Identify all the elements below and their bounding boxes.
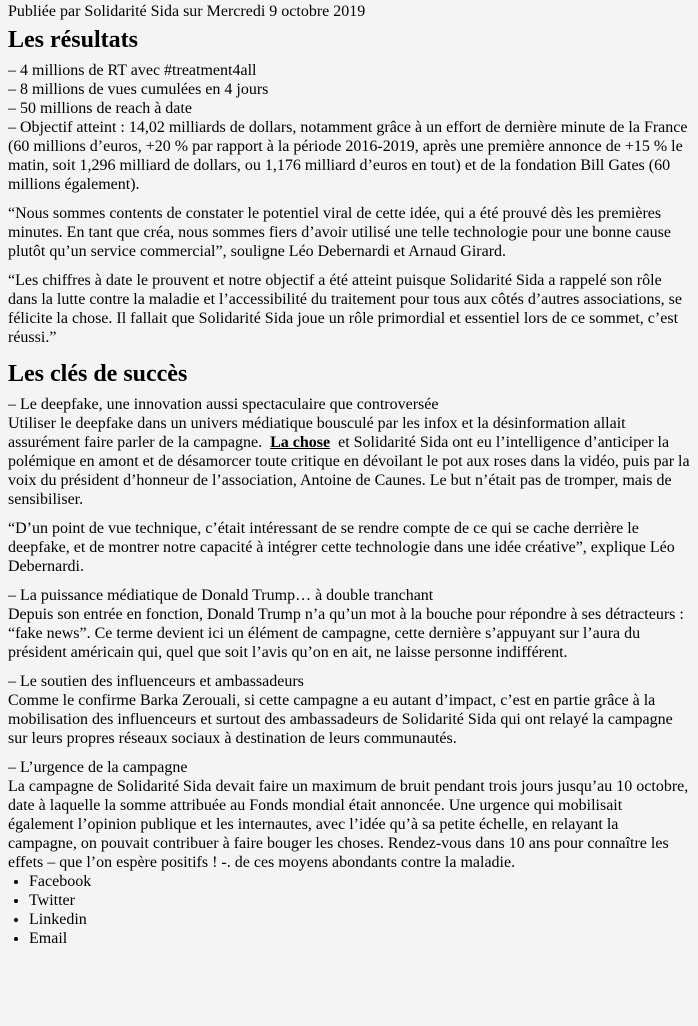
keys-heading: Les clés de succès bbox=[8, 361, 188, 387]
share-twitter[interactable]: • Twitter bbox=[29, 891, 690, 910]
results-heading: Les résultats bbox=[8, 27, 138, 53]
section-text: La campagne de Solidarité Sida devait faire un maximum de bruit pendant trois jours jusqu’au 10 octobre, date à laquelle la somme attribuée au Fonds mondial était annoncée. Une urgence qui mobilisait également l’opinion publique et les internautes, avec l’idée qu’à sa petite échelle, en relayant la campagne, on pouvait contribuer à faire bouger les choses. Rendez-vous dans 10 ans pour connaître les effets – que l’on espère positifs ! -. de ces moyens abondants contre la maladie. bbox=[8, 778, 689, 871]
section-text: Depuis son entrée en fonction, Donald Trump n’a qu’un mot à la bouche pour répondre à ses détracteurs : “fake news”. Ce terme devient ici un élément de campagne, cette dernière s’appuyant sur l’aura du président américain qui, quel que soit l’avis qu’on en ait, ne laisse personne indifférent. bbox=[8, 606, 684, 661]
la-chose-link[interactable]: La chose bbox=[270, 434, 331, 451]
section-text-before: Utiliser le deepfake dans un univers médiatique bousculé par les infox et la désinformation allait assurément faire parler de la campagne. bbox=[8, 415, 626, 451]
trump-section bbox=[8, 586, 690, 662]
section-title: – Le deepfake, une innovation aussi spectaculaire que controversée bbox=[8, 396, 439, 413]
quote-paragraph: “Nous sommes contents de constater le potentiel viral de cette idée, qui a été prouvé dès les premières minutes. En tant que créa, nous sommes fiers d’avoir utilisé une telle technologie pour une bonne cause plutôt qu’un service commercial”, souligne Léo Debernardi et Arnaud Girard. bbox=[8, 205, 671, 260]
share-facebook[interactable]: • Facebook bbox=[29, 872, 690, 891]
result-item: – 8 millions de vues cumulées en 4 jours bbox=[8, 81, 269, 98]
influencers-section bbox=[8, 672, 690, 748]
share-linkedin[interactable]: • Linkedin bbox=[29, 910, 690, 929]
section-title: – Le soutien des influenceurs et ambassadeurs bbox=[8, 673, 304, 690]
section-text bbox=[8, 414, 690, 509]
section-title: – L’urgence de la campagne bbox=[8, 759, 188, 776]
results-list bbox=[8, 61, 690, 194]
deepfake-section bbox=[8, 395, 690, 509]
quote-paragraph: “D’un point de vue technique, c’était intéressant de se rendre compte de ce qui se cache derrière le deepfake, et de montrer notre capacité à intégrer cette technologie dans une idée créative”, explique Léo Debernardi. bbox=[8, 520, 675, 575]
section-text-after: et Solidarité Sida ont eu l’intelligence d’anticiper la polémique en amont et de désamorcer toute critique en dévoilant le pot aux roses dans la vidéo, puis par la voix du président d’honneur de l’association, Antoine de Caunes. Le but n’était pas de tromper, mais de sensibiliser. bbox=[8, 434, 690, 508]
share-list bbox=[8, 872, 690, 948]
urgency-section bbox=[8, 758, 690, 872]
result-item: – Objectif atteint : 14,02 milliards de dollars, notamment grâce à un effort de dernière minute de la France (60 millions d’euros, +20 % par rapport à la période 2016-2019, après une première annonce de +15 % le matin, soit 1,296 milliard de dollars, ou 1,176 milliard d’euros en tout) et de la fondation Bill Gates (60 millions également). bbox=[8, 119, 688, 193]
byline: Publiée par Solidarité Sida sur Mercredi 9 octobre 2019 bbox=[8, 3, 366, 20]
result-item: – 50 millions de reach à date bbox=[8, 100, 192, 117]
section-text: Comme le confirme Barka Zerouali, si cette campagne a eu autant d’impact, c’est en partie grâce à la mobilisation des influenceurs et surtout des ambassadeurs de Solidarité Sida qui ont relayé la campagne sur leurs propres réseaux sociaux à destination de leurs communautés. bbox=[8, 692, 673, 747]
section-title: – La puissance médiatique de Donald Trump… à double tranchant bbox=[8, 587, 434, 604]
share-email[interactable]: • Email bbox=[29, 929, 690, 948]
article bbox=[0, 2, 698, 948]
quote-paragraph: “Les chiffres à date le prouvent et notre objectif a été atteint puisque Solidarité Sida a rappelé son rôle dans la lutte contre la maladie et l’accessibilité du traitement pour tous aux côtés d’autres associations, se félicite la chose. Il fallait que Solidarité Sida joue un rôle primordial et essentiel lors de ce sommet, c’est réussi.” bbox=[8, 272, 682, 346]
result-item: – 4 millions de RT avec #treatment4all bbox=[8, 62, 257, 79]
